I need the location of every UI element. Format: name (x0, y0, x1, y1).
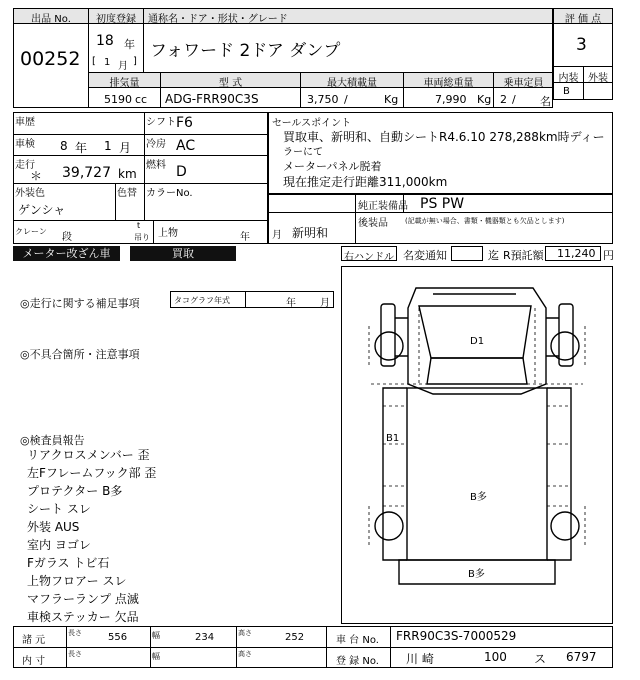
report-item: 車検ステッカー 欠品 (27, 610, 139, 624)
diagram-mark-rear: B多 (468, 569, 485, 580)
report-item: リアクロスメンバー 歪 (27, 448, 150, 462)
dims-length-label: 長さ (68, 629, 82, 637)
fuel-value: D (176, 164, 187, 180)
body-mount-month-unit: 月 (272, 230, 282, 241)
exterior-label: 外装 (588, 73, 608, 84)
report-item: シート スレ (27, 502, 91, 516)
dims-height: 252 (285, 632, 305, 643)
tachograph-label: タコグラフ年式 (174, 296, 230, 305)
shift-value: F6 (176, 115, 193, 131)
inspection-month-unit: 月 (119, 141, 132, 155)
plate-label: 登 録 No. (336, 656, 379, 667)
capacity-unit: 名 (540, 95, 551, 108)
first-reg-year-unit: 年 (124, 38, 135, 51)
diagram-mark-cab: D1 (470, 336, 485, 347)
gross-value: 7,990 (435, 93, 467, 106)
mileage-unit: km (118, 167, 137, 181)
interior-height-label: 高さ (238, 650, 252, 658)
displacement-label: 排気量 (109, 78, 140, 89)
recycle-label: R預託額 (503, 249, 544, 262)
sales-point-line-1: 買取車、新明和、自動シートR4.6.10 278,288km時ディー (283, 130, 605, 144)
car-name: フォワード 2ドア ダンプ (150, 41, 341, 61)
aircon-label: 冷房 (146, 139, 166, 150)
interior-grade: B (563, 86, 570, 97)
body-mount-year-unit: 年 (240, 232, 250, 243)
model-label: 型 式 (218, 78, 243, 89)
report-item: 室内 ヨゴレ (27, 538, 91, 552)
report-item: 上物フロアー スレ (27, 574, 127, 588)
sales-point-line-4: 現在推定走行距離311,000km (283, 175, 448, 189)
displacement-unit: cc (135, 93, 148, 106)
recycle-unit: 円 (603, 249, 614, 262)
defects-title: ◎不具合箇所・注意事項 (20, 348, 140, 361)
dims-label: 諸 元 (22, 635, 46, 646)
deadline-label: 迄 (488, 249, 499, 262)
max-load-value: 3,750 (307, 93, 339, 106)
grade-label: 評 価 点 (564, 14, 602, 25)
report-item: 左Fフレームフック部 歪 (27, 466, 157, 480)
retrofit-note: (記載が無い場合、書類・機器類とも欠品とします) (405, 217, 565, 225)
dims-length: 556 (108, 632, 128, 643)
displacement-value: 5190 (104, 93, 132, 106)
report-item: 外装 AUS (27, 520, 80, 534)
plate-kana: ス (534, 652, 547, 666)
crane-t: t (137, 221, 141, 230)
crane-dan: 段 (62, 232, 72, 243)
ext-color-label: 外装色 (15, 188, 45, 199)
report-item: Fガラス トビ石 (27, 556, 110, 570)
body-mount-label: 上物 (158, 228, 178, 239)
tachograph-year: 年 (286, 298, 296, 309)
mileage-prefix: ＊ (30, 169, 43, 183)
recycle-value: 11,240 (557, 247, 596, 260)
tachograph-month: 月 (320, 298, 330, 309)
info-grid (13, 112, 268, 244)
plate-region: 川 崎 (406, 652, 434, 666)
body-mount-value: 新明和 (292, 226, 329, 240)
first-reg-year: 18 (96, 33, 114, 49)
crane-label: クレーン (15, 227, 47, 236)
aircon-value: AC (176, 138, 196, 154)
gross-label: 車両総重量 (423, 78, 474, 89)
gross-unit: Kg (477, 93, 492, 106)
ext-color-value: ゲンシャ (18, 203, 66, 217)
retrofit-label: 後装品 (358, 218, 388, 229)
grade-value: 3 (576, 35, 587, 55)
interior-dims-label: 内 寸 (22, 656, 46, 667)
chassis-value: FRR90C3S-7000529 (396, 629, 517, 643)
diagram-mark-bed: B多 (470, 492, 487, 503)
interior-length-label: 長さ (68, 650, 82, 658)
plate-number: 6797 (566, 650, 597, 664)
dims-height-label: 高さ (238, 629, 252, 637)
model-value: ADG-FRR90C3S (165, 92, 259, 106)
name-change-box (451, 246, 483, 261)
dims-width-label: 幅 (152, 631, 160, 640)
report-title: ◎検査員報告 (20, 434, 85, 447)
shift-label: シフト (146, 117, 176, 128)
lot-label: 出品 No. (31, 14, 71, 25)
color-no-label: カラーNo. (146, 188, 193, 199)
chassis-label: 車 台 No. (336, 635, 379, 646)
sales-point-label: セールスポイント (272, 118, 352, 129)
max-load-unit: Kg (384, 93, 399, 106)
plate-class: 100 (484, 650, 507, 664)
crane-hang: 吊り (134, 233, 150, 242)
capacity-value: 2 (500, 93, 507, 106)
meter-tamper-badge: メーター改ざん車 (13, 246, 120, 261)
capacity-label: 乗車定員 (503, 78, 544, 89)
diagram-mark-side: B1 (386, 433, 400, 444)
running-notes-title: ◎走行に関する補足事項 (20, 297, 140, 310)
first-reg-month-unit: 月 (118, 61, 128, 72)
sales-point-line-3: メーターパネル脱着 (283, 160, 382, 173)
inspection-label: 車検 (15, 139, 35, 150)
car-name-label: 通称名・ドア・形状・グレード (148, 14, 288, 25)
inspection-year: 8 (60, 139, 68, 153)
sales-point-line-2: ラーにて (283, 147, 323, 158)
buyback-badge: 買取 (130, 246, 236, 261)
equipment-label: 純正装備品 (358, 201, 408, 212)
interior-width-label: 幅 (152, 652, 160, 661)
first-reg-month: 1 (104, 57, 111, 68)
dims-width: 234 (195, 632, 215, 643)
fuel-label: 燃料 (146, 160, 166, 171)
right-handle-label: 右ハンドル (344, 252, 394, 263)
report-item: プロテクター B多 (27, 484, 123, 498)
first-reg-label: 初度登録 (96, 14, 136, 25)
interior-label: 内装 (558, 73, 579, 84)
name-change-label: 名変通知 (403, 249, 447, 262)
equipment-value: PS PW (420, 196, 465, 212)
mileage-label: 走行 (15, 160, 35, 171)
inspection-year-unit: 年 (75, 141, 88, 155)
mileage-value: 39,727 (62, 165, 111, 181)
history-label: 車歴 (15, 117, 35, 128)
max-load-label: 最大積載量 (327, 78, 377, 89)
inspection-month: 1 (104, 139, 112, 153)
color-change-label: 色替 (117, 188, 137, 199)
lot-number: 00252 (20, 48, 81, 70)
report-item: マフラーランプ 点滅 (27, 592, 139, 606)
